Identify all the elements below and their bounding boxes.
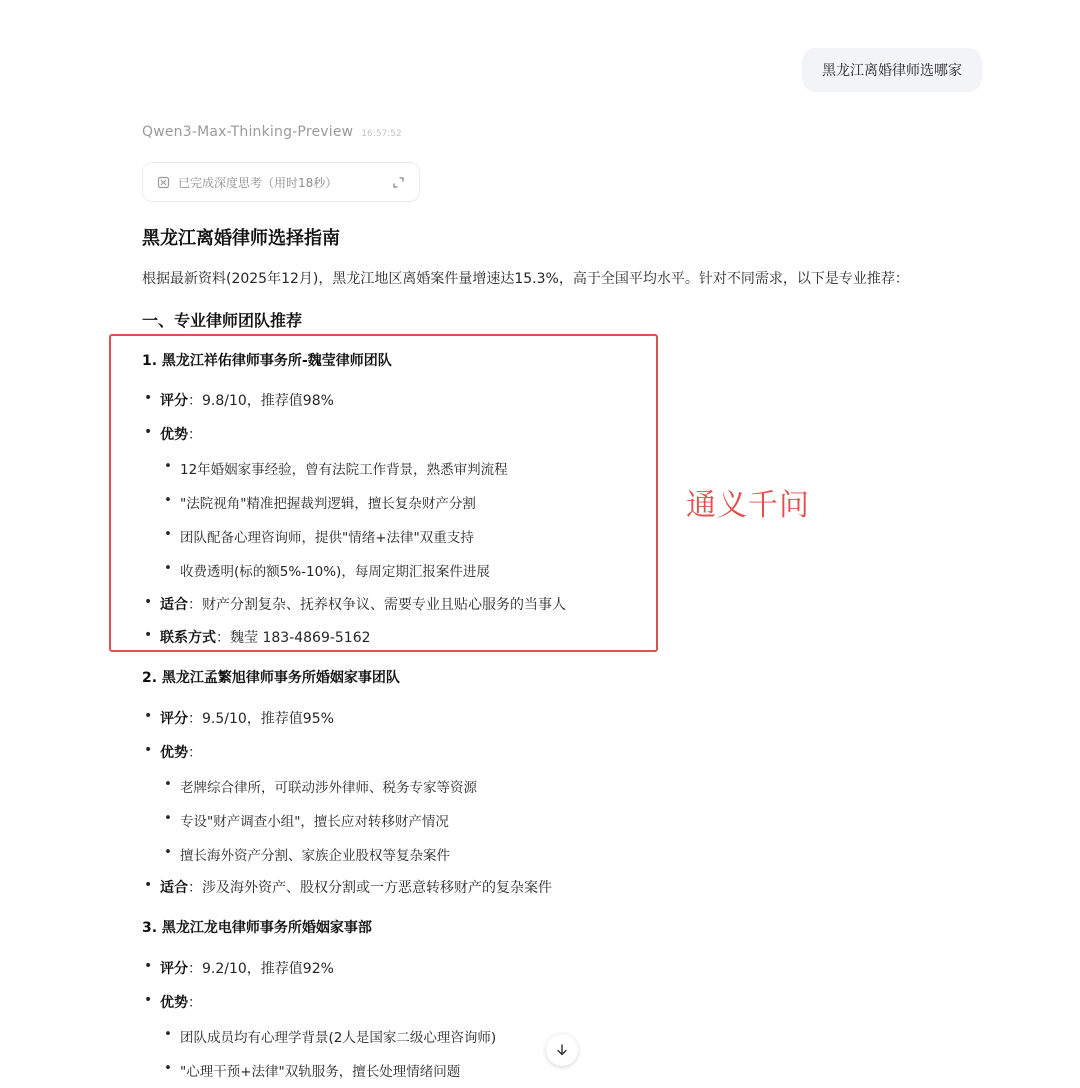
scroll-down-button[interactable] — [546, 1034, 578, 1066]
rating-value: ：9.8/10，推荐值98% — [188, 393, 334, 409]
contact-label: 联系方式 — [160, 630, 216, 646]
list-item — [144, 958, 334, 978]
fit-label: 适合 — [160, 597, 188, 613]
list-item: • "心理干预+法律"双轨服务，擅长处理情绪问题 — [164, 1060, 460, 1080]
highlight-box — [109, 334, 658, 652]
list-item — [144, 708, 334, 728]
advantages-label: 优势 — [160, 745, 188, 761]
advantages-label: 优势 — [160, 427, 188, 443]
list-item: • 擅长海外资产分割、家族企业股权等复杂案件 — [164, 844, 450, 864]
thinking-toggle[interactable] — [142, 162, 420, 202]
arrow-down-icon — [555, 1043, 569, 1057]
answer-intro: 根据最新资料(2025年12月)，黑龙江地区离婚案件量增速达15.3%，高于全国平均水平。针对不同需求，以下是专业推荐： — [142, 271, 909, 287]
thinking-label: 已完成深度思考（用时18秒） — [178, 175, 338, 190]
advantages-label: 优势 — [160, 995, 188, 1011]
answer-title: 黑龙江离婚律师选择指南 — [142, 228, 340, 249]
list-item: • 专设"财产调查小组"，擅长应对转移财产情况 — [164, 810, 449, 830]
model-header — [142, 124, 402, 140]
list-item: • 12年婚姻家事经验，曾有法院工作背景，熟悉审判流程 — [164, 458, 508, 478]
model-name: Qwen3-Max-Thinking-Preview — [142, 124, 354, 140]
list-item: • 老牌综合律所，可联动涉外律师、税务专家等资源 — [164, 776, 477, 796]
list-item: • 优势： — [144, 424, 202, 444]
list-item — [144, 877, 552, 897]
fit-value: ：涉及海外资产、股权分割或一方恶意转移财产的复杂案件 — [188, 880, 552, 896]
rating-value: ：9.5/10，推荐值95% — [188, 711, 334, 727]
fit-value: ：财产分割复杂、抚养权争议、需要专业且贴心服务的当事人 — [188, 597, 566, 613]
user-message-bubble — [802, 48, 982, 92]
list-item: • 优势： — [144, 742, 202, 762]
firm-title: 2. 黑龙江孟繁旭律师事务所婚姻家事团队 — [142, 670, 400, 686]
rating-label: 评分 — [160, 961, 188, 977]
firm-title: 1. 黑龙江祥佑律师事务所-魏莹律师团队 — [142, 353, 392, 369]
list-item: • 团队成员均有心理学背景(2人是国家二级心理咨询师) — [164, 1026, 496, 1046]
section-title: 一、专业律师团队推荐 — [142, 311, 303, 330]
rating-value: ：9.2/10，推荐值92% — [188, 961, 334, 977]
user-message-text: 黑龙江离婚律师选哪家 — [822, 63, 962, 79]
firm-title: 3. 黑龙江龙电律师事务所婚姻家事部 — [142, 920, 372, 936]
rating-label: 评分 — [160, 711, 188, 727]
list-item: • 团队配备心理咨询师，提供"情绪+法律"双重支持 — [164, 526, 474, 546]
list-item: • "法院视角"精准把握裁判逻辑，擅长复杂财产分割 — [164, 492, 476, 512]
thinking-icon — [157, 176, 170, 189]
rating-label: 评分 — [160, 393, 188, 409]
contact-value: ：魏莹 183-4869-5162 — [216, 630, 371, 646]
list-item: • 收费透明(标的额5%-10%)，每周定期汇报案件进展 — [164, 560, 490, 580]
fit-label: 适合 — [160, 880, 188, 896]
message-timestamp: 16:57:52 — [361, 129, 402, 139]
annotation-label: 通义千问 — [686, 488, 810, 523]
expand-icon[interactable] — [392, 176, 405, 189]
list-item: • 优势： — [144, 992, 202, 1012]
